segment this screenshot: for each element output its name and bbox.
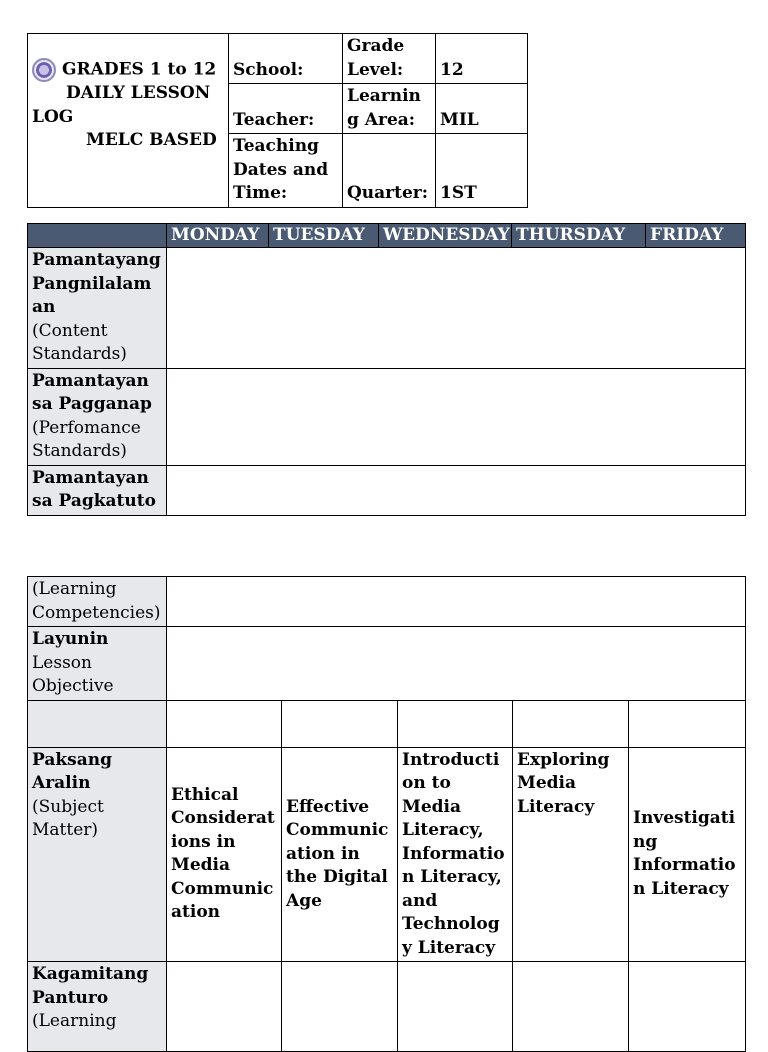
continued-table	[27, 576, 746, 1052]
content-standards-sub: (Content Standards)	[32, 320, 127, 364]
materials-bold: Kagamitang Panturo	[32, 964, 149, 1008]
content-standards-bold: Pamantayang Pangnilalaman	[32, 250, 161, 317]
blank-cell-1	[167, 700, 282, 747]
content-standards-label	[28, 248, 167, 369]
objective-bold: Layunin	[32, 629, 109, 649]
dll-title-cell	[28, 34, 229, 208]
learning-competencies-bold: Pamantayan sa Pagkatuto	[32, 467, 156, 511]
topic-wednesday: Introduction to Media Literacy, Information Literacy, and Technology Literacy	[398, 747, 513, 962]
learning-competencies-cont-cell	[167, 577, 746, 627]
topic-monday: Ethical Considerations in Media Communication	[167, 747, 282, 962]
corner-cell	[28, 224, 167, 248]
title-line1: GRADES 1 to 12	[62, 59, 217, 80]
day-friday: FRIDAY	[646, 224, 746, 248]
title-line2: DAILY LESSON	[66, 83, 211, 103]
topic-friday: Investigating Information Literacy	[629, 747, 746, 962]
quarter-label: Quarter:	[343, 134, 436, 208]
performance-standards-bold: Pamantayan sa Pagganap	[32, 370, 152, 414]
teacher-label: Teacher:	[229, 84, 343, 134]
weekly-table	[27, 223, 746, 516]
area-value: MIL	[436, 84, 528, 134]
performance-standards-sub: (Perfomance Standards)	[32, 417, 141, 461]
learning-competencies-cell	[167, 465, 746, 515]
materials-cell-3	[398, 962, 513, 1052]
blank-cell-2	[282, 700, 398, 747]
materials-cell-4	[513, 962, 629, 1052]
deped-seal-icon	[32, 58, 56, 82]
day-thursday: THURSDAY	[512, 224, 646, 248]
day-tuesday: TUESDAY	[269, 224, 379, 248]
quarter-value: 1ST	[436, 134, 528, 208]
subject-matter-sub: (Subject Matter)	[32, 796, 104, 840]
day-monday: MONDAY	[167, 224, 269, 248]
subject-matter-label	[28, 747, 167, 962]
subject-matter-bold: Paksang Aralin	[32, 749, 112, 793]
blank-cell-5	[629, 700, 746, 747]
blank-cell-4	[513, 700, 629, 747]
learning-competencies-label	[28, 465, 167, 515]
objective-label	[28, 627, 167, 701]
content-standards-cell	[167, 248, 746, 369]
objective-cell	[167, 627, 746, 701]
area-label: Learning Area:	[343, 84, 436, 134]
materials-cell-1	[167, 962, 282, 1052]
dates-label: Teaching Dates and Time:	[229, 134, 343, 208]
school-label: School:	[229, 34, 343, 84]
grade-label: Grade Level:	[343, 34, 436, 84]
materials-cell-5	[629, 962, 746, 1052]
materials-label	[28, 962, 167, 1052]
materials-cell-2	[282, 962, 398, 1052]
performance-standards-label	[28, 368, 167, 465]
materials-sub: (Learning	[32, 1011, 117, 1031]
header-table	[27, 33, 528, 208]
blank-label	[28, 700, 167, 747]
day-wednesday: WEDNESDAY	[379, 224, 512, 248]
performance-standards-cell	[167, 368, 746, 465]
blank-cell-3	[398, 700, 513, 747]
topic-tuesday: Effective Communication in the Digital Age	[282, 747, 398, 962]
topic-thursday: Exploring Media Literacy	[513, 747, 629, 962]
learning-competencies-sub-label: (Learning Competencies)	[28, 577, 167, 627]
title-line4: MELC BASED	[86, 130, 217, 150]
title-line3: LOG	[32, 106, 74, 127]
objective-sub: Lesson Objective	[32, 652, 114, 696]
grade-value: 12	[436, 34, 528, 84]
